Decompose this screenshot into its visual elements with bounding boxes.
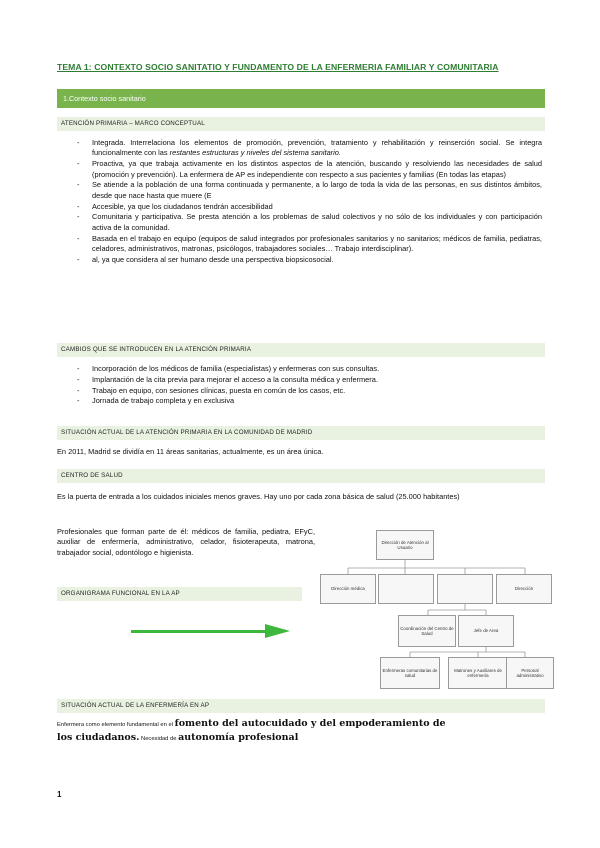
text-small: Enfermera como elemento fundamental en el	[57, 722, 175, 728]
list-item: - Integrada. Interrelaciona los elementos de promoción, prevención, tratamiento y rehabilitación y reinserción social. Se integra funcionalmente con las restantes estructuras y niveles del sistema sanitario.	[77, 138, 542, 159]
org-box-enfermeras: Enfermeras comunitarias de salud	[380, 657, 440, 689]
section-header: 1.Contexto socio sanitario	[57, 89, 545, 108]
closing-line-1	[57, 717, 446, 732]
list-item: - Incorporación de los médicos de familia (especialistas) y enfermeras con sus consultas.	[77, 364, 542, 374]
text-emphasis: fomento del autocuidado y del empoderamiento de	[174, 718, 446, 729]
subheading-centro: CENTRO DE SALUD	[57, 469, 545, 483]
org-box-direccion-medica: Dirección médica	[320, 574, 376, 604]
list-item: - Accesible, ya que los ciudadanos tendrán accesibilidad	[77, 202, 542, 212]
closing-line-2	[57, 731, 298, 746]
list-item: - Comunitaria y participativa. Se presta atención a los problemas de salud colectivos y no sólo de los individuales y con participación activa de la comunidad.	[77, 212, 542, 233]
org-box-blank-2	[437, 574, 493, 604]
subheading-cambios: CAMBIOS QUE SE INTRODUCEN EN LA ATENCIÓN PRIMARIA	[57, 343, 545, 357]
org-box-matrones: Matrones y Auxiliares de enfermería	[448, 657, 508, 689]
paragraph-profesionales: Profesionales que forman parte de él: médicos de familia, pediatra, EFyC, auxiliar de enfermería, administrativo, celador, fisioterapeuta, matrona, trabajador social, odontólogo e higienista.	[57, 527, 315, 557]
list-item: - Se atiende a la población de una forma continuada y permanente, a lo largo de toda la vida de las personas, en sus distintos ámbitos, desde que nace hasta que muere (E	[77, 180, 542, 201]
list-item: - Jornada de trabajo completa y en exclusiva	[77, 396, 542, 406]
text-emphasis: los ciudadanos.	[57, 732, 140, 743]
org-box-jefe-area: Jefe de Area	[458, 615, 514, 647]
org-box-administrativo: Personal administrativo	[506, 657, 554, 689]
org-box-direccion: Dirección	[496, 574, 552, 604]
page-number: 1	[57, 790, 62, 799]
list-item: - Trabajo en equipo, con sesiones clínicas, puesta en común de los casos, etc.	[77, 386, 542, 396]
paragraph-madrid: En 2011, Madrid se dividía en 11 áreas sanitarias, actualmente, es un área única.	[57, 447, 324, 456]
list-item: - Basada en el trabajo en equipo (equipos de salud integrados por profesionales sanitarios y no sanitarios; médicos de familia, pediatras, celadores, administrativos, matronas, psicólogos, trabajadores sociales… Trabajo interdisciplinar).	[77, 234, 542, 255]
list-item: - Implantación de la cita previa para mejorar el acceso a la consulta médica y enfermera.	[77, 375, 542, 385]
text-emphasis: autonomía profesional	[178, 732, 299, 743]
page-title: TEMA 1: CONTEXTO SOCIO SANITATIO Y FUNDAMENTO DE LA ENFERMERIA FAMILIAR Y COMUNITARIA	[57, 62, 499, 72]
org-box-root: Dirección de Atención al Usuario	[376, 530, 434, 560]
subheading-madrid: SITUACIÓN ACTUAL DE LA ATENCIÓN PRIMARIA EN LA COMUNIDAD DE MADRID	[57, 426, 545, 440]
list-item: - Proactiva, ya que trabaja activamente en los distintos aspectos de la atención, buscando y resolviendo las necesidades de salud (promoción y prevención). La enfermera de AP es independiente con respecto a sus pacientes y familias (En todas las etapas)	[77, 159, 542, 180]
subheading-marco: ATENCIÓN PRIMARIA – MARCO CONCEPTUAL	[57, 117, 545, 131]
paragraph-centro: Es la puerta de entrada a los cuidados iniciales menos graves. Hay uno por cada zona básica de salud (25.000 habitantes)	[57, 492, 460, 501]
list-item: - al, ya que considera al ser humano desde una perspectiva biopsicosocial.	[77, 255, 542, 265]
subheading-organigrama: ORGANIGRAMA FUNCIONAL EN LA AP	[57, 587, 302, 601]
subheading-enfermeria: SITUACIÓN ACTUAL DE LA ENFERMERÍA EN AP	[57, 699, 545, 713]
text-small: Necesidad de	[139, 736, 179, 742]
org-box-coordinacion: Coordinación del Centro de Salud	[398, 615, 456, 647]
org-box-blank-1	[378, 574, 434, 604]
